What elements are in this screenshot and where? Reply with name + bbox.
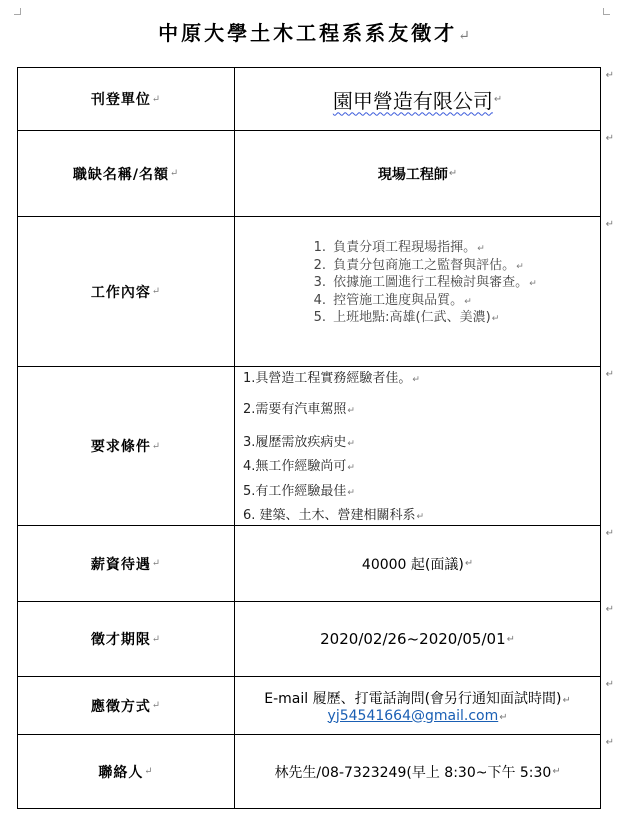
position-value-cell (235, 131, 614, 216)
paragraph-mark: ↵ (458, 28, 473, 44)
apply-value-cell (235, 677, 614, 734)
list-item: 5.有工作經驗最佳↵ (243, 484, 356, 499)
salary-label-cell (18, 526, 235, 601)
duties-value-cell (235, 217, 614, 366)
apply-label: 應徵方式 (90, 698, 151, 715)
position-label-cell (18, 131, 235, 216)
period-value: 2020/02/26~2020/05/01 (320, 630, 506, 648)
period-label: 徵才期限 (90, 632, 151, 648)
paragraph-mark: ↵ (151, 286, 162, 297)
paragraph-mark: ↵ (493, 93, 503, 105)
paragraph-mark: ↵ (506, 633, 515, 645)
table-row-duties (18, 216, 614, 366)
list-item: 5. 上班地點:高雄(仁武、美濃)↵ (330, 310, 537, 328)
list-item: 4.無工作經驗尚可↵ (243, 459, 356, 474)
requirements-label-cell (18, 367, 235, 525)
list-item: 2. 負責分包商施工之監督與評估。↵ (330, 258, 537, 276)
salary-value-cell (235, 526, 614, 601)
list-item: 4. 控管施工進度與品質。↵ (330, 293, 537, 311)
recruitment-table (17, 67, 614, 809)
contact-label: 聯絡人 (98, 764, 144, 781)
row-end-mark: ↵ (605, 679, 614, 690)
table-row-period (18, 601, 614, 676)
page-corner-mark-left (14, 8, 21, 15)
contact-value-cell (235, 735, 614, 808)
table-row-org (18, 68, 614, 130)
org-label-cell (18, 68, 235, 130)
paragraph-mark: ↵ (151, 558, 162, 569)
page-title-text: 中原大學土木工程系系友徵才 (158, 21, 458, 45)
org-value: 園甲營造有限公司 (332, 88, 493, 113)
table-row-salary (18, 525, 614, 601)
paragraph-mark: ↵ (151, 440, 162, 452)
contact-label-cell (18, 735, 235, 808)
list-item: 3.履歷需放疾病史↵ (243, 435, 356, 450)
apply-label-cell (18, 677, 235, 734)
paragraph-mark: ↵ (562, 694, 571, 706)
position-value: 現場工程師 (377, 166, 448, 183)
requirements-label: 要求條件 (90, 439, 151, 455)
duties-label: 工作內容 (90, 284, 151, 301)
paragraph-mark: ↵ (169, 168, 180, 179)
row-end-mark: ↵ (605, 133, 614, 144)
list-item: 1. 負責分項工程現場指揮。↵ (330, 240, 537, 258)
row-end-mark: ↵ (605, 604, 614, 615)
period-label-cell (18, 602, 235, 676)
paragraph-mark: ↵ (151, 633, 162, 645)
table-row-requirements (18, 366, 614, 525)
duties-label-cell (18, 217, 235, 366)
page-title (0, 17, 631, 46)
row-end-mark: ↵ (605, 70, 614, 81)
salary-label: 薪資待遇 (90, 556, 151, 573)
salary-value: 40000 起(面議) (361, 556, 464, 573)
page-corner-mark-right (603, 8, 610, 15)
paragraph-mark: ↵ (448, 168, 458, 179)
paragraph-mark: ↵ (144, 766, 154, 777)
row-end-mark: ↵ (605, 528, 614, 539)
period-value-cell (235, 602, 614, 676)
requirements-value-cell (235, 367, 614, 525)
contact-value: 林先生/08-7323249(早上 8:30~下午 5:30 (274, 764, 552, 781)
paragraph-mark: ↵ (151, 700, 162, 711)
list-item: 6. 建築、土木、營建相關科系↵ (243, 508, 425, 523)
table-row-apply (18, 676, 614, 734)
position-label: 職缺名稱/名額 (72, 166, 169, 183)
row-end-mark: ↵ (605, 737, 614, 748)
paragraph-mark: ↵ (499, 711, 508, 723)
paragraph-mark: ↵ (552, 766, 561, 777)
duties-list (298, 240, 537, 328)
apply-method: E-mail 履歷、打電話詢問(會另行通知面試時間) (264, 690, 562, 707)
table-row-position (18, 130, 614, 216)
row-end-mark: ↵ (605, 369, 614, 380)
list-item: 3. 依據施工圖進行工程檢討與審查。↵ (330, 275, 537, 293)
table-row-contact (18, 734, 614, 808)
list-item: 2.需要有汽車駕照↵ (243, 402, 356, 417)
paragraph-mark: ↵ (151, 93, 162, 105)
org-label: 刊登單位 (90, 92, 151, 108)
list-item: 1.具營造工程實務經驗者佳。↵ (243, 371, 421, 386)
org-value-cell (235, 68, 614, 130)
paragraph-mark: ↵ (464, 558, 474, 569)
row-end-mark: ↵ (605, 219, 614, 230)
email-link[interactable]: yj54541664@gmail.com (327, 707, 499, 724)
